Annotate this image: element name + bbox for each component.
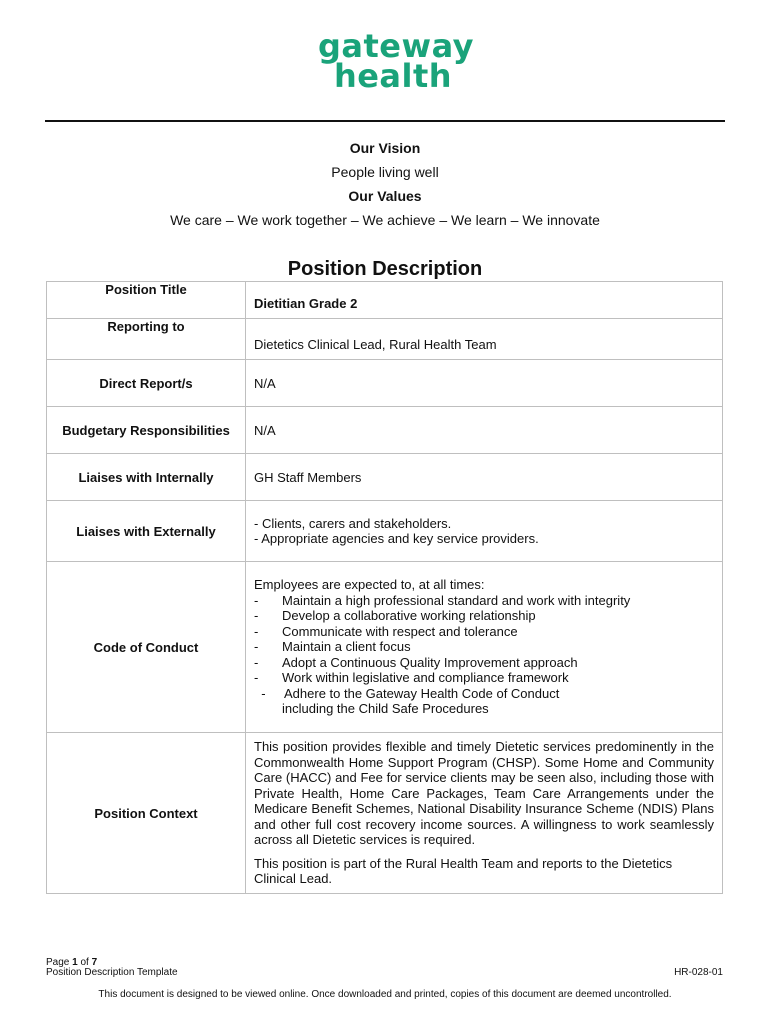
code-of-conduct-value xyxy=(246,562,723,733)
direct-reports-value: N/A xyxy=(246,360,723,407)
template-name: Position Description Template xyxy=(46,967,178,978)
conduct-intro: Employees are expected to, at all times: xyxy=(254,577,485,593)
document-code: HR-028-01 xyxy=(674,967,723,978)
budgetary-label: Budgetary Responsibilities xyxy=(47,407,246,454)
code-of-conduct-label: Code of Conduct xyxy=(47,562,246,733)
header-divider xyxy=(45,120,725,122)
list-item: - Communicate with respect and tolerance xyxy=(254,623,518,639)
list-item: - Adhere to the Gateway Health Code of Conduct xyxy=(254,685,560,701)
budgetary-value: N/A xyxy=(246,407,723,454)
table-row xyxy=(47,319,723,360)
list-item: - Adopt a Continuous Quality Improvement approach xyxy=(254,654,578,670)
table-row xyxy=(47,562,723,733)
table-row xyxy=(47,360,723,407)
table-row xyxy=(47,501,723,562)
conduct-continuation: including the Child Safe Procedures xyxy=(282,701,489,717)
gateway-health-logo xyxy=(318,27,475,95)
position-title-value: Dietitian Grade 2 xyxy=(246,282,723,319)
position-context-label: Position Context xyxy=(47,733,246,894)
liaises-externally-label: Liaises with Externally xyxy=(47,501,246,562)
footer-bar xyxy=(46,967,723,978)
table-row xyxy=(47,454,723,501)
liaises-internally-value: GH Staff Members xyxy=(246,454,723,501)
context-paragraph: This position provides flexible and timely Dietetic services predominently in the Commonwealth Home Support Program (CHSP). Some Home and Community Care (HACC) and Fee for service clients may be seen also, including those with Private Health, Home Care Packages, Team Care Arrangements under the Medicare Benefit Schemes, National Disability Insurance Scheme (NDIS) Plans and other full cost recovery income sources. A willingness to work seamlessly across all Dietetic services is required. xyxy=(254,739,714,848)
values-heading: Our Values xyxy=(348,188,422,204)
page-title: Position Description xyxy=(287,258,483,280)
liaises-internally-label: Liaises with Internally xyxy=(47,454,246,501)
vision-text: People living well xyxy=(331,164,439,180)
logo-line-2: health xyxy=(333,57,453,95)
external-line: - Appropriate agencies and key service providers. xyxy=(254,531,539,546)
direct-reports-label: Direct Report/s xyxy=(47,360,246,407)
vision-heading: Our Vision xyxy=(349,140,421,156)
liaises-externally-value xyxy=(246,501,723,562)
list-item: - Work within legislative and compliance framework xyxy=(254,670,569,686)
position-context-value xyxy=(246,733,723,894)
values-text: We care – We work together – We achieve – We learn – We innovate xyxy=(170,212,600,228)
logo-line-1: gateway xyxy=(318,27,475,65)
position-title-label: Position Title xyxy=(47,282,246,319)
position-description-table xyxy=(46,281,723,894)
list-item: - Maintain a high professional standard and work with integrity xyxy=(254,592,631,608)
list-item: - Maintain a client focus xyxy=(254,639,411,655)
uncontrolled-notice: This document is designed to be viewed online. Once downloaded and printed, copies of this document are deemed uncontrolled. xyxy=(98,989,672,1000)
list-item: - Develop a collaborative working relationship xyxy=(254,608,536,624)
external-line: - Clients, carers and stakeholders. xyxy=(254,515,452,531)
reporting-to-value: Dietetics Clinical Lead, Rural Health Team xyxy=(246,319,723,360)
table-row xyxy=(47,282,723,319)
page-number: Page 1 of 7 xyxy=(46,957,98,968)
table-row xyxy=(47,733,723,894)
reporting-to-label: Reporting to xyxy=(47,319,246,360)
table-row xyxy=(47,407,723,454)
context-paragraph: This position is part of the Rural Health Team and reports to the Dietetics Clinical Lead. xyxy=(254,855,673,887)
